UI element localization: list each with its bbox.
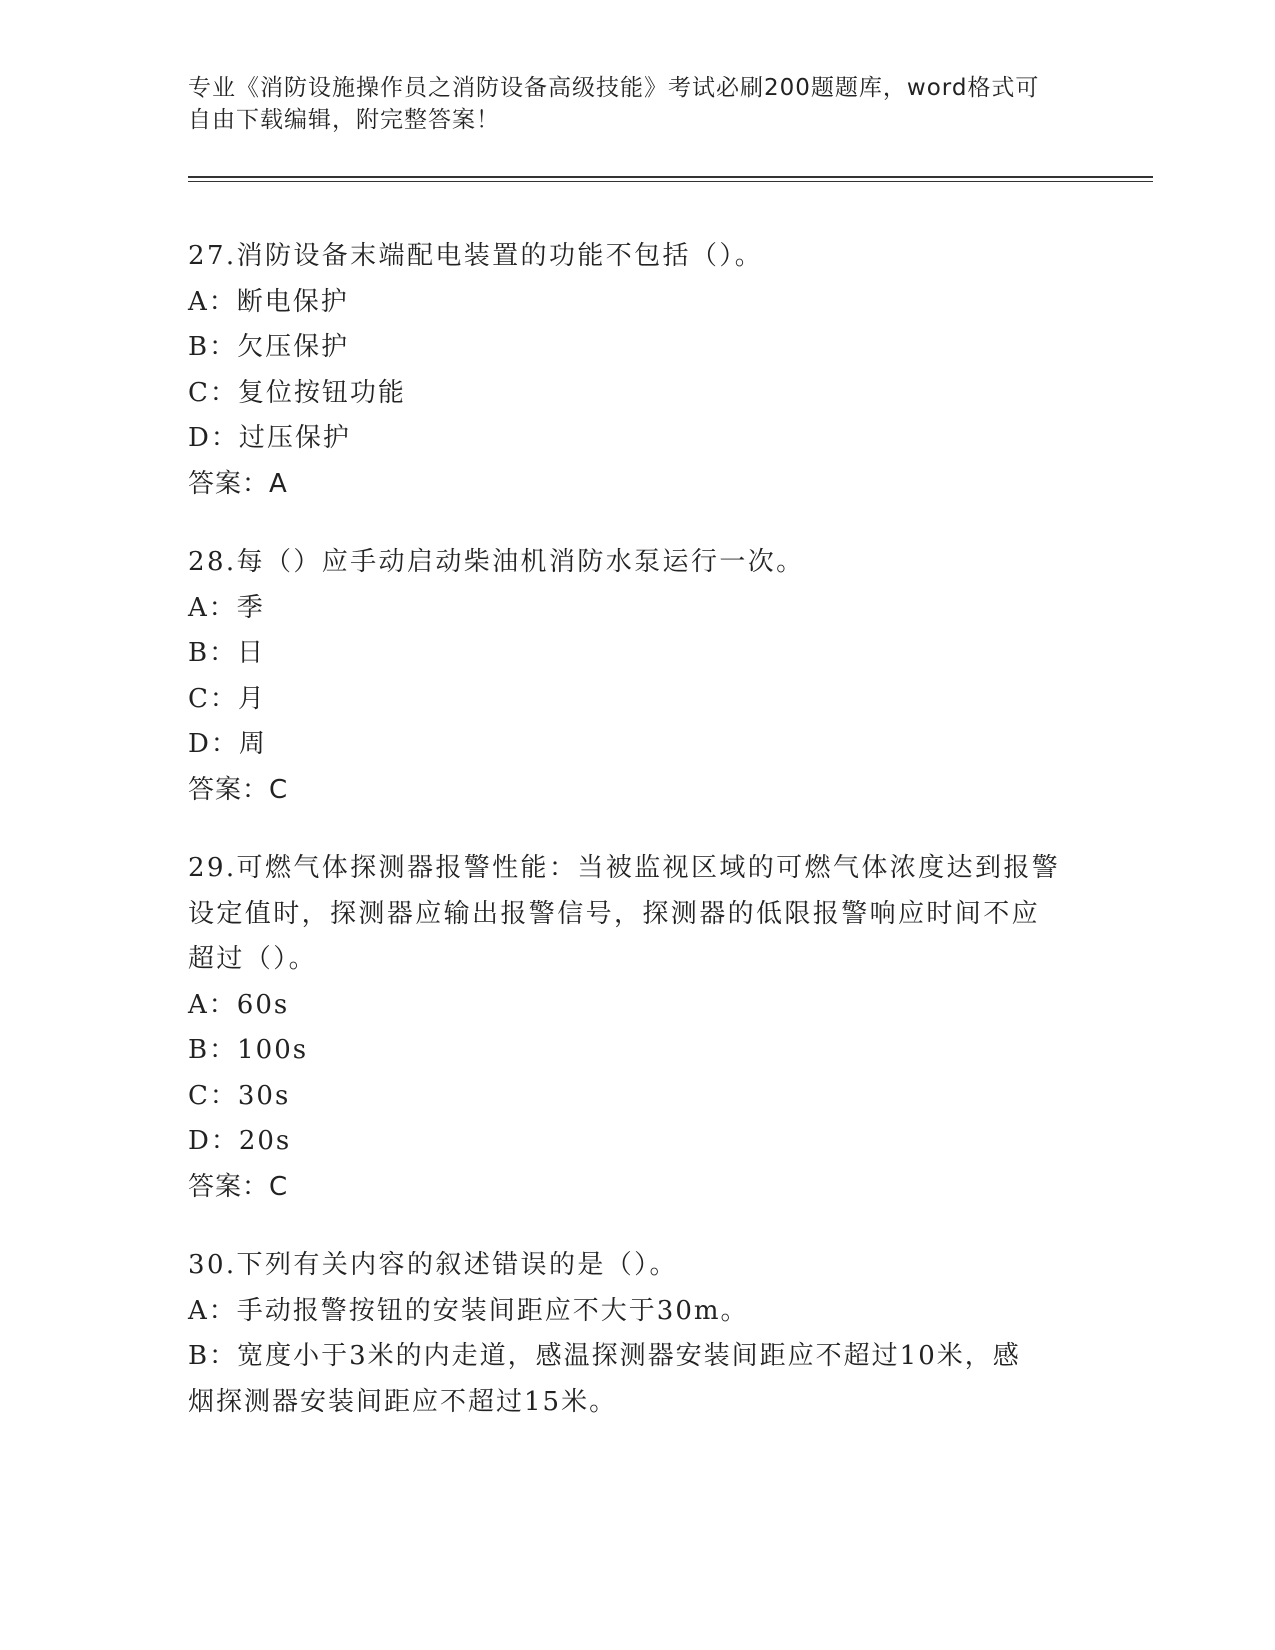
header-line-2: 自由下载编辑，附完整答案！ bbox=[188, 107, 500, 133]
document-header bbox=[188, 72, 1088, 136]
option-c: C：复位按钮功能 bbox=[188, 377, 406, 408]
question-stem: 28.每（）应手动启动柴油机消防水泵运行一次。 bbox=[188, 547, 805, 577]
question-stem-line-3: 超过（）。 bbox=[188, 944, 318, 974]
option-c: C：30s bbox=[188, 1080, 291, 1111]
option-a: A：季 bbox=[188, 592, 265, 623]
option-a: A：手动报警按钮的安装间距应不大于30m。 bbox=[188, 1295, 749, 1326]
option-b: B：欠压保护 bbox=[188, 332, 350, 362]
question-30 bbox=[188, 1243, 1088, 1425]
option-b: B：日 bbox=[188, 638, 266, 668]
question-27 bbox=[188, 234, 1088, 507]
question-list bbox=[188, 234, 1088, 1458]
option-b-continued: 烟探测器安装间距应不超过15米。 bbox=[188, 1386, 618, 1417]
header-line-1: 专业《消防设施操作员之消防设备高级技能》考试必刷200题题库，word格式可 bbox=[188, 75, 1040, 101]
question-stem-line-2: 设定值时，探测器应输出报警信号，探测器的低限报警响应时间不应 bbox=[188, 898, 1041, 929]
header-divider-bottom bbox=[188, 181, 1153, 182]
answer-label: 答案：C bbox=[188, 1171, 289, 1202]
option-a: A：60s bbox=[188, 989, 290, 1020]
question-stem: 30.下列有关内容的叙述错误的是（）。 bbox=[188, 1250, 678, 1280]
question-stem: 27.消防设备末端配电装置的功能不包括（）。 bbox=[188, 241, 764, 271]
option-c: C：月 bbox=[188, 683, 266, 714]
header-divider-top bbox=[188, 176, 1153, 178]
option-d: D：周 bbox=[188, 729, 267, 759]
option-b: B：宽度小于3米的内走道，感温探测器安装间距应不超过10米，感 bbox=[188, 1341, 1021, 1371]
question-28 bbox=[188, 540, 1088, 813]
answer-label: 答案：A bbox=[188, 468, 288, 499]
option-a: A：断电保护 bbox=[188, 286, 349, 317]
answer-label: 答案：C bbox=[188, 774, 289, 805]
question-29 bbox=[188, 846, 1088, 1210]
option-d: D：20s bbox=[188, 1126, 292, 1156]
option-b: B：100s bbox=[188, 1035, 309, 1065]
question-stem-line-1: 29.可燃气体探测器报警性能：当被监视区域的可燃气体浓度达到报警 bbox=[188, 853, 1061, 883]
option-d: D：过压保护 bbox=[188, 423, 351, 453]
